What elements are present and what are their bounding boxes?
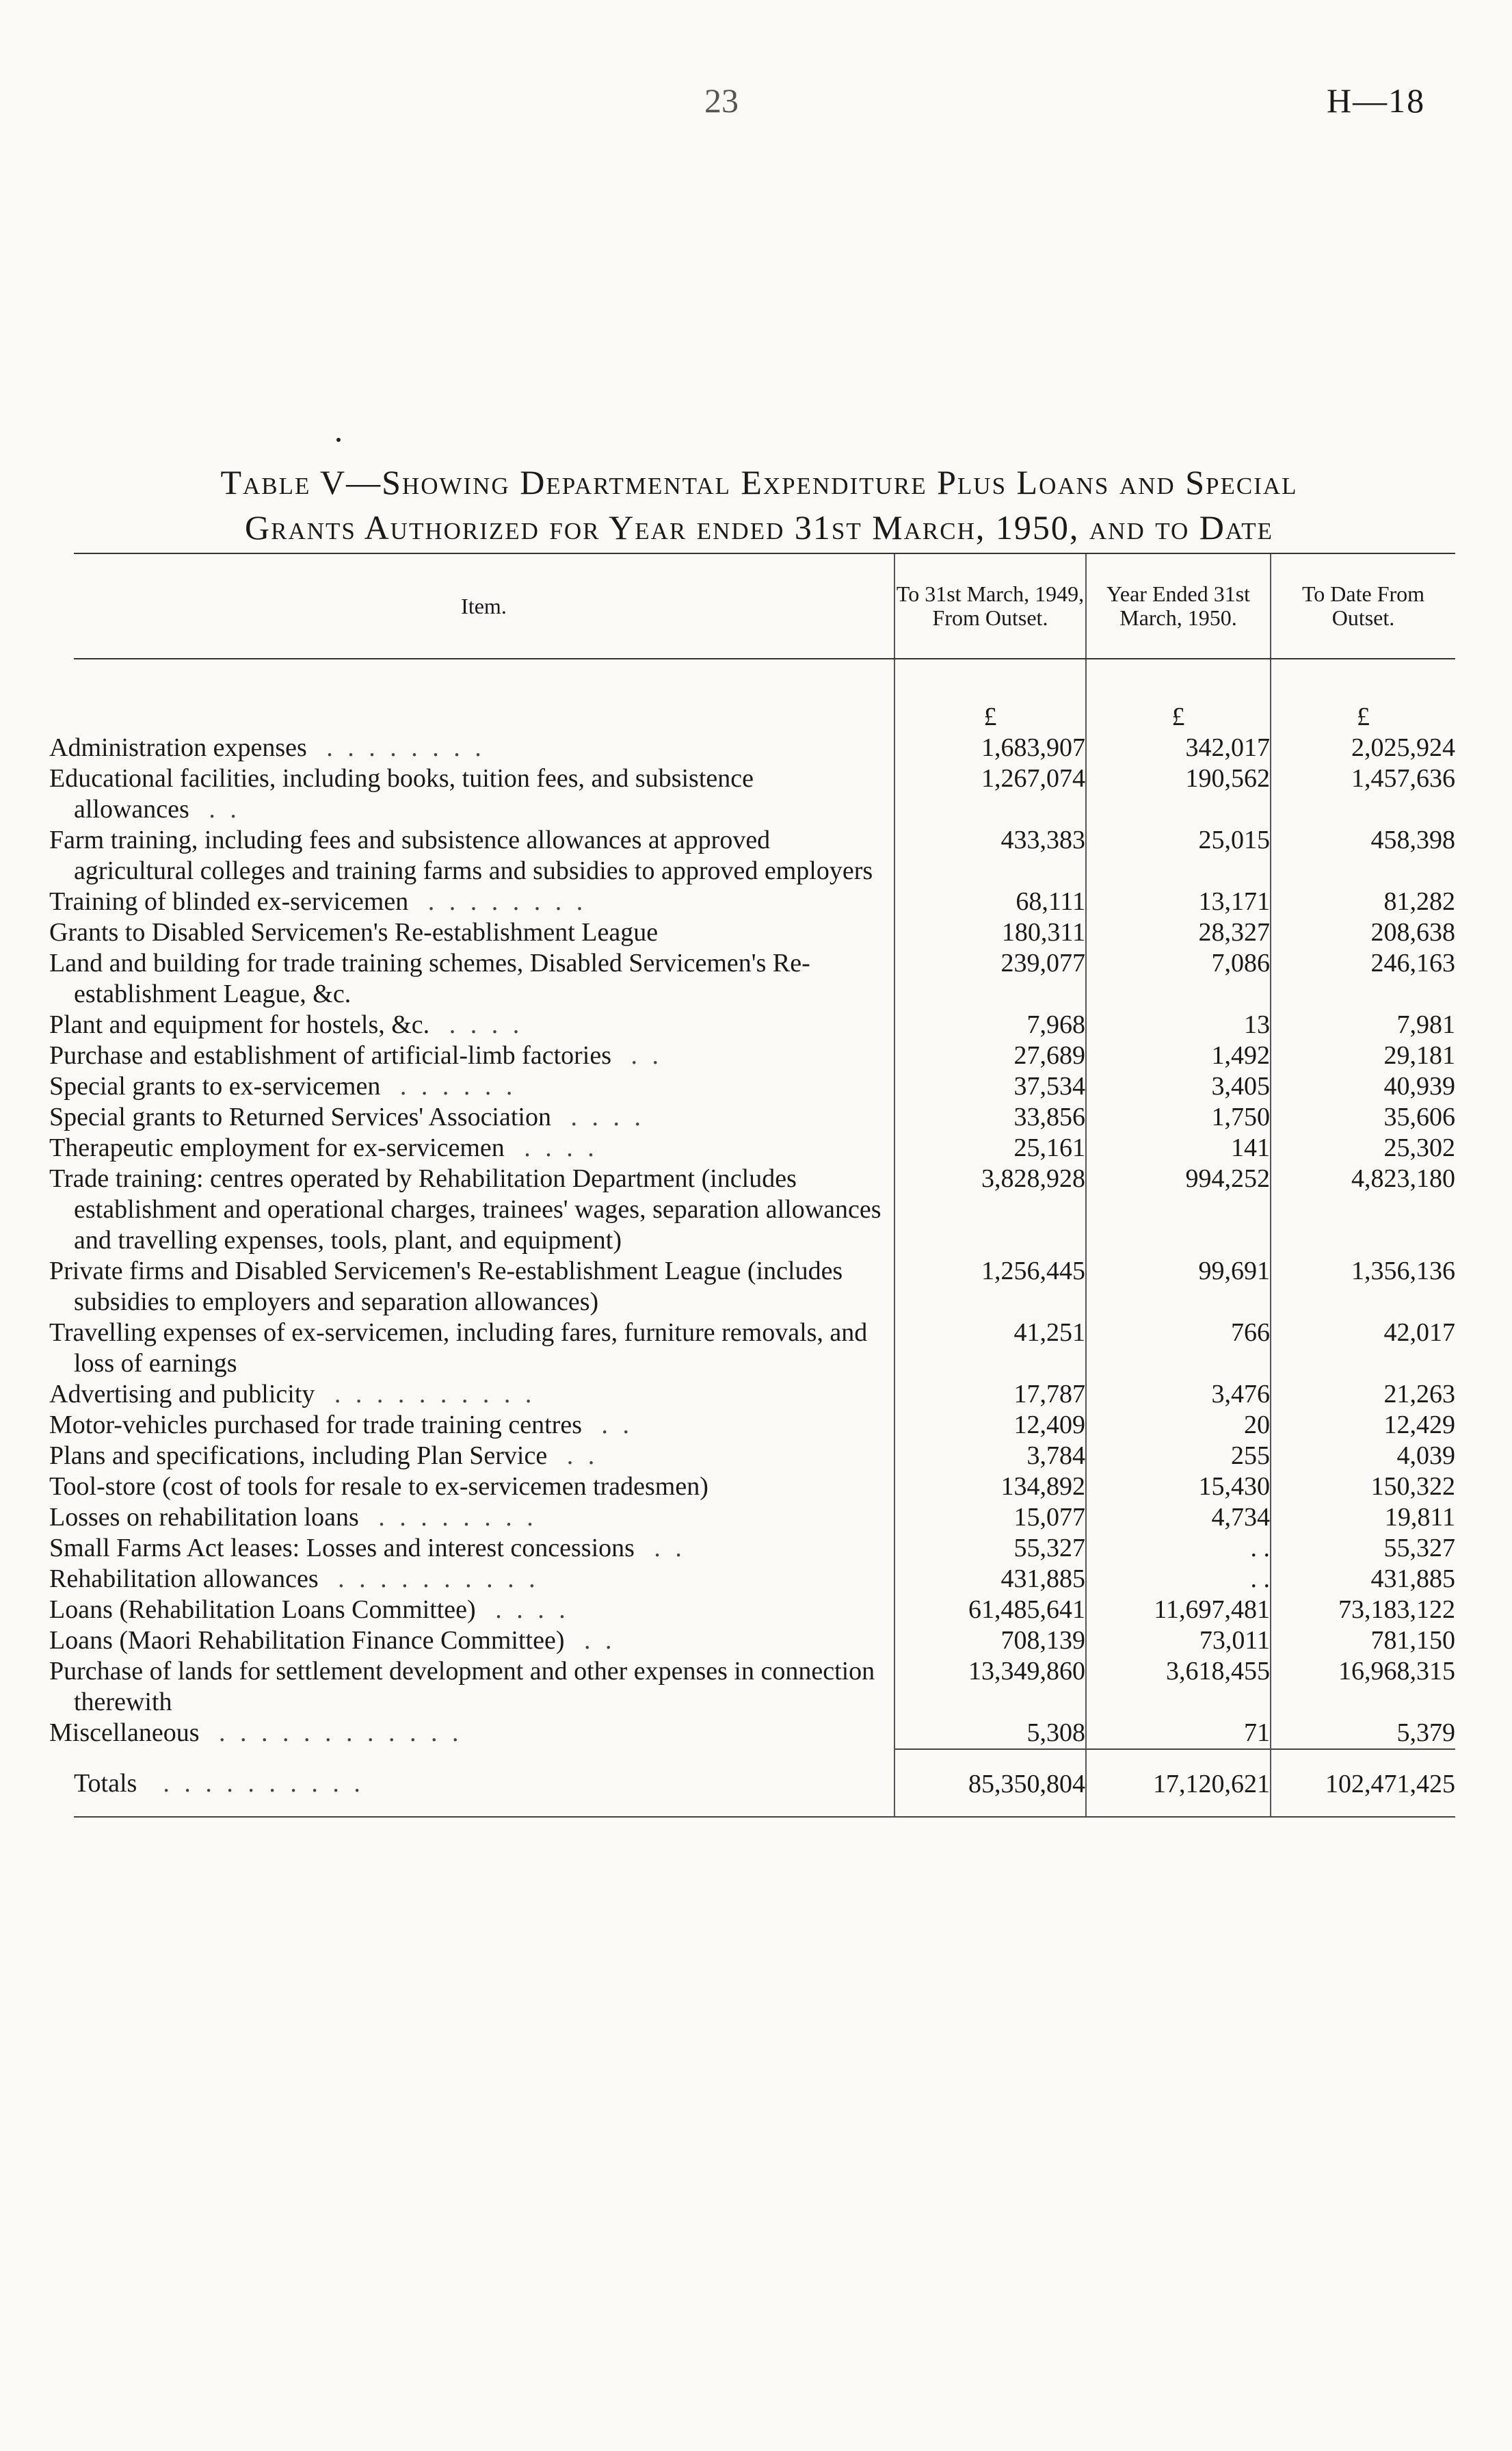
item-label: Advertising and publicity xyxy=(49,1380,315,1408)
value-to-1949: 431,885 xyxy=(894,1564,1086,1595)
value-year-1950: 1,750 xyxy=(1086,1102,1271,1133)
value-to-1949: 17,787 xyxy=(894,1379,1086,1410)
dot-leader: . . . . . . . . xyxy=(378,1503,538,1532)
dot-leader: . . xyxy=(584,1626,616,1655)
value-to-1949: 25,161 xyxy=(894,1133,1086,1164)
value-to-1949: 433,383 xyxy=(894,825,1086,887)
value-to-1949: 33,856 xyxy=(894,1102,1086,1133)
value-to-1949: 3,828,928 xyxy=(894,1164,1086,1256)
value-to-date: 458,398 xyxy=(1271,825,1455,887)
table-row xyxy=(74,1625,1455,1656)
value-year-1950: 3,476 xyxy=(1086,1379,1271,1410)
item-cell xyxy=(49,1564,894,1595)
totals-to-1949: 85,350,804 xyxy=(894,1749,1086,1817)
stray-mark xyxy=(336,438,341,442)
item-label: Purchase and establishment of artificial-limb factories xyxy=(49,1041,611,1070)
item-cell xyxy=(49,1071,894,1102)
item-label: Plant and equipment for hostels, &c. xyxy=(49,1010,430,1039)
item-label: Motor-vehicles purchased for trade training centres xyxy=(49,1411,582,1439)
dot-leader: . . . . . . xyxy=(399,1072,517,1101)
totals-label: Totals xyxy=(74,1769,137,1798)
table-row xyxy=(74,1410,1455,1441)
item-label: Trade training: centres operated by Rehabilitation Department (includes establishment and operational charges, trainees' wages, separation allowances and travelling expenses, tools, plant, and equipment) xyxy=(49,1164,881,1255)
column-header-item: Item. xyxy=(74,553,894,659)
item-label: Therapeutic employment for ex-servicemen xyxy=(49,1133,505,1162)
value-to-1949: 5,308 xyxy=(894,1718,1086,1749)
item-cell xyxy=(49,1595,894,1625)
item-cell xyxy=(49,1656,894,1718)
value-to-1949: 1,267,074 xyxy=(894,763,1086,825)
currency-blank xyxy=(74,659,894,733)
value-year-1950: 11,697,481 xyxy=(1086,1595,1271,1625)
value-to-date: 16,968,315 xyxy=(1271,1656,1455,1718)
table-row xyxy=(74,1656,1455,1718)
item-label: Grants to Disabled Servicemen's Re-establishment League xyxy=(49,918,659,947)
value-to-1949: 180,311 xyxy=(894,917,1086,948)
value-to-date: 781,150 xyxy=(1271,1625,1455,1656)
value-year-1950: 1,492 xyxy=(1086,1040,1271,1071)
item-cell xyxy=(49,887,894,917)
value-to-1949: 27,689 xyxy=(894,1040,1086,1071)
value-year-1950: . . xyxy=(1086,1564,1271,1595)
table-title-line-1: Table V—Showing Departmental Expenditure Plus Loans and Special xyxy=(220,463,1298,501)
value-to-date: 12,429 xyxy=(1271,1410,1455,1441)
value-to-date: 1,356,136 xyxy=(1271,1256,1455,1318)
value-to-1949: 708,139 xyxy=(894,1625,1086,1656)
item-label: Rehabilitation allowances xyxy=(49,1564,319,1593)
dot-leader: . . . . xyxy=(570,1103,645,1131)
table-row xyxy=(74,763,1455,825)
item-cell xyxy=(49,1410,894,1441)
value-to-date: 431,885 xyxy=(1271,1564,1455,1595)
currency-symbol: £ xyxy=(1086,659,1271,733)
value-year-1950: 73,011 xyxy=(1086,1625,1271,1656)
table-row xyxy=(74,1256,1455,1318)
item-cell xyxy=(49,1102,894,1133)
value-year-1950: 342,017 xyxy=(1086,733,1271,763)
table-row xyxy=(74,1564,1455,1595)
table-row xyxy=(74,1471,1455,1502)
dot-leader: . . . . . . . . . . xyxy=(163,1769,364,1798)
currency-symbol: £ xyxy=(894,659,1086,733)
column-header-to-1949: To 31st March, 1949, From Outset. xyxy=(894,553,1086,659)
page-number: 23 xyxy=(704,81,739,120)
value-to-1949: 41,251 xyxy=(894,1318,1086,1379)
value-to-date: 246,163 xyxy=(1271,948,1455,1010)
value-year-1950: 255 xyxy=(1086,1441,1271,1471)
table-row xyxy=(74,1718,1455,1749)
item-label: Private firms and Disabled Servicemen's Re-establishment League (includes subsidies to employers and separation allowances) xyxy=(49,1257,843,1316)
dot-leader: . . . . . . . . . . xyxy=(338,1564,540,1593)
table-header-row xyxy=(74,553,1455,659)
item-label: Plans and specifications, including Plan Service xyxy=(49,1441,548,1470)
table-row xyxy=(74,825,1455,887)
item-cell xyxy=(49,763,894,825)
value-year-1950: 25,015 xyxy=(1086,825,1271,887)
value-to-date: 19,811 xyxy=(1271,1502,1455,1533)
value-to-date: 55,327 xyxy=(1271,1533,1455,1564)
value-year-1950: 15,430 xyxy=(1086,1471,1271,1502)
value-year-1950: 141 xyxy=(1086,1133,1271,1164)
value-to-1949: 55,327 xyxy=(894,1533,1086,1564)
item-label: Losses on rehabilitation loans xyxy=(49,1503,359,1532)
value-year-1950: 71 xyxy=(1086,1718,1271,1749)
value-to-1949: 3,784 xyxy=(894,1441,1086,1471)
item-cell xyxy=(49,1010,894,1040)
value-year-1950: 4,734 xyxy=(1086,1502,1271,1533)
value-year-1950: 20 xyxy=(1086,1410,1271,1441)
table-row xyxy=(74,1595,1455,1625)
item-label: Miscellaneous xyxy=(49,1718,200,1747)
dot-leader: . . xyxy=(209,795,241,824)
document-reference: H—18 xyxy=(1327,81,1426,120)
totals-row xyxy=(74,1749,1455,1817)
item-label: Administration expenses xyxy=(49,733,307,762)
item-cell xyxy=(49,948,894,1010)
dot-leader: . . xyxy=(566,1441,599,1470)
item-label: Loans (Maori Rehabilitation Finance Committee) xyxy=(49,1626,565,1655)
value-to-date: 208,638 xyxy=(1271,917,1455,948)
dot-leader: . . . . xyxy=(524,1133,598,1162)
currency-row xyxy=(74,659,1455,733)
item-label: Small Farms Act leases: Losses and interest concessions xyxy=(49,1534,635,1562)
table-row xyxy=(74,1164,1455,1256)
item-cell xyxy=(49,1164,894,1256)
item-cell xyxy=(49,1040,894,1071)
dot-leader: . . xyxy=(631,1041,663,1070)
value-year-1950: 3,405 xyxy=(1086,1071,1271,1102)
value-to-1949: 61,485,641 xyxy=(894,1595,1086,1625)
value-year-1950: 994,252 xyxy=(1086,1164,1271,1256)
table-row xyxy=(74,1071,1455,1102)
item-cell xyxy=(49,1471,894,1502)
value-to-date: 40,939 xyxy=(1271,1071,1455,1102)
item-cell xyxy=(49,1441,894,1471)
item-cell xyxy=(49,1533,894,1564)
item-label: Special grants to Returned Services' Association xyxy=(49,1103,551,1131)
dot-leader: . . xyxy=(654,1534,686,1562)
value-year-1950: 3,618,455 xyxy=(1086,1656,1271,1718)
item-label: Land and building for trade training schemes, Disabled Servicemen's Re-establishment League, &c. xyxy=(49,949,810,1008)
dot-leader: . . xyxy=(601,1411,633,1439)
item-label: Special grants to ex-servicemen xyxy=(49,1072,381,1101)
item-label: Educational facilities, including books, tuition fees, and subsistence allowances xyxy=(49,764,754,824)
table-row xyxy=(74,1533,1455,1564)
item-cell xyxy=(49,1256,894,1318)
currency-symbol: £ xyxy=(1271,659,1455,733)
value-to-1949: 1,683,907 xyxy=(894,733,1086,763)
table-row xyxy=(74,1318,1455,1379)
value-to-1949: 1,256,445 xyxy=(894,1256,1086,1318)
dot-leader: . . . . . . . . xyxy=(326,733,486,762)
value-to-date: 1,457,636 xyxy=(1271,763,1455,825)
item-label: Tool-store (cost of tools for resale to ex-servicemen tradesmen) xyxy=(49,1472,708,1501)
totals-label-cell xyxy=(74,1749,894,1817)
table-row xyxy=(74,1133,1455,1164)
value-year-1950: 13,171 xyxy=(1086,887,1271,917)
value-to-date: 81,282 xyxy=(1271,887,1455,917)
column-header-to-date: To Date From Outset. xyxy=(1271,553,1455,659)
dot-leader: . . . . xyxy=(449,1010,524,1039)
item-cell xyxy=(49,1379,894,1410)
table-row xyxy=(74,1010,1455,1040)
item-cell xyxy=(49,1502,894,1533)
value-to-date: 35,606 xyxy=(1271,1102,1455,1133)
table-row xyxy=(74,1102,1455,1133)
item-cell xyxy=(49,917,894,948)
item-label: Training of blinded ex-servicemen xyxy=(49,887,409,916)
table-row xyxy=(74,887,1455,917)
value-to-1949: 68,111 xyxy=(894,887,1086,917)
dot-leader: . . . . . . . . . . . . xyxy=(219,1718,463,1747)
value-year-1950: 28,327 xyxy=(1086,917,1271,948)
item-label: Purchase of lands for settlement development and other expenses in connection therewith xyxy=(49,1657,875,1716)
value-to-date: 4,039 xyxy=(1271,1441,1455,1471)
value-to-1949: 239,077 xyxy=(894,948,1086,1010)
expenditure-table xyxy=(49,553,1455,1818)
value-year-1950: 766 xyxy=(1086,1318,1271,1379)
dot-leader: . . . . . . . . xyxy=(427,887,587,916)
table-row xyxy=(74,733,1455,763)
item-label: Farm training, including fees and subsistence allowances at approved agricultural colleges and training farms and subsidies to approved employers xyxy=(49,826,873,885)
value-to-1949: 134,892 xyxy=(894,1471,1086,1502)
item-cell xyxy=(49,1718,894,1749)
value-to-date: 4,823,180 xyxy=(1271,1164,1455,1256)
item-cell xyxy=(49,825,894,887)
table-title-line-2: Grants Authorized for Year ended 31st March, 1950, and to Date xyxy=(244,508,1274,547)
item-cell xyxy=(49,1318,894,1379)
value-to-date: 7,981 xyxy=(1271,1010,1455,1040)
value-to-1949: 37,534 xyxy=(894,1071,1086,1102)
totals-to-date: 102,471,425 xyxy=(1271,1749,1455,1817)
value-to-date: 29,181 xyxy=(1271,1040,1455,1071)
value-to-date: 150,322 xyxy=(1271,1471,1455,1502)
value-to-date: 42,017 xyxy=(1271,1318,1455,1379)
item-label: Loans (Rehabilitation Loans Committee) xyxy=(49,1595,476,1624)
value-year-1950: 13 xyxy=(1086,1010,1271,1040)
value-to-date: 21,263 xyxy=(1271,1379,1455,1410)
totals-year-1950: 17,120,621 xyxy=(1086,1749,1271,1817)
value-to-date: 2,025,924 xyxy=(1271,733,1455,763)
dot-leader: . . . . xyxy=(495,1595,570,1624)
value-to-1949: 13,349,860 xyxy=(894,1656,1086,1718)
value-year-1950: 190,562 xyxy=(1086,763,1271,825)
column-header-year-1950: Year Ended 31st March, 1950. xyxy=(1086,553,1271,659)
table-title xyxy=(55,460,1463,550)
value-to-date: 73,183,122 xyxy=(1271,1595,1455,1625)
value-to-date: 5,379 xyxy=(1271,1718,1455,1749)
table-row xyxy=(74,917,1455,948)
value-to-1949: 12,409 xyxy=(894,1410,1086,1441)
item-cell xyxy=(49,1133,894,1164)
value-year-1950: . . xyxy=(1086,1533,1271,1564)
item-label: Travelling expenses of ex-servicemen, including fares, furniture removals, and loss of earnings xyxy=(49,1318,868,1378)
value-to-date: 25,302 xyxy=(1271,1133,1455,1164)
value-year-1950: 7,086 xyxy=(1086,948,1271,1010)
dot-leader: . . . . . . . . . . xyxy=(334,1380,536,1408)
value-year-1950: 99,691 xyxy=(1086,1256,1271,1318)
value-to-1949: 15,077 xyxy=(894,1502,1086,1533)
table-row xyxy=(74,1379,1455,1410)
table-row xyxy=(74,1441,1455,1471)
table-row xyxy=(74,948,1455,1010)
value-to-1949: 7,968 xyxy=(894,1010,1086,1040)
item-cell xyxy=(49,733,894,763)
table-row xyxy=(74,1040,1455,1071)
table-row xyxy=(74,1502,1455,1533)
item-cell xyxy=(49,1625,894,1656)
